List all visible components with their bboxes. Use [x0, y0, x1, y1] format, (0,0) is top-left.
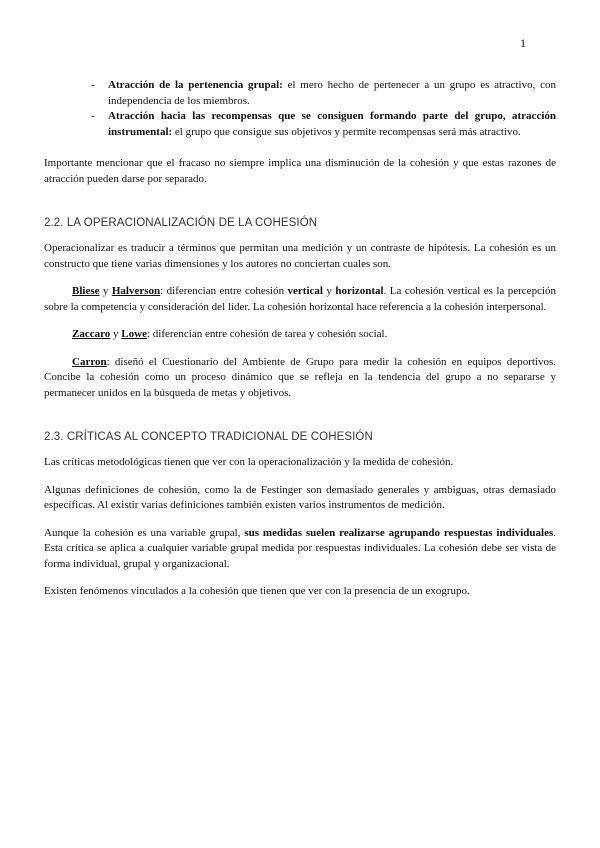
author-name: Carron — [72, 355, 107, 368]
author-name: Lowe — [121, 328, 147, 340]
carron-paragraph — [44, 355, 556, 402]
bullet-text: el mero hecho de pertenecer a un grupo es atractivo, con independencia de los miembros. — [108, 79, 556, 107]
bold-term: vertical — [287, 285, 323, 297]
note-paragraph: Importante mencionar que el fracaso no siempre implica una disminución de la cohesión y que estas razones de atracción pueden darse por separado. — [44, 157, 556, 185]
criticism-paragraph-2: Algunas definiciones de cohesión, como la de Festinger son demasiado generales y ambiguas, otras demasiado específicas. Al existir varias definiciones también existen varios instrumentos de medición. — [44, 483, 556, 511]
paragraph-text: . La cohesión vertical es la percepción sobre la competencia y consideración del líder. La cohesión horizontal hace referencia a la cohesión interpersonal. — [44, 285, 557, 313]
author-name: Halverson — [111, 285, 161, 297]
bullet-text: el grupo que consigue sus objetivos y permite recompensas será más atractivo. — [172, 125, 521, 138]
list-item — [91, 78, 556, 109]
section-heading-operationalization: 2.2. LA OPERACIONALIZACIÓN DE LA COHESIÓN — [44, 217, 318, 229]
author-name: Zaccaro — [72, 328, 111, 340]
bullet-title: Atracción de la pertenencia grupal: — [108, 79, 283, 91]
criticism-paragraph-4: Existen fenómenos vinculados a la cohesión que tienen que ver con la presencia de un exogrupo. — [44, 585, 470, 597]
paragraph-text: y — [322, 285, 336, 297]
page-content — [44, 78, 556, 600]
author-name: Bliese — [72, 285, 100, 297]
list-item — [91, 109, 556, 140]
section-heading-criticism: 2.3. CRÍTICAS AL CONCEPTO TRADICIONAL DE COHESIÓN — [44, 431, 373, 443]
page-number: 1 — [520, 36, 526, 50]
conjunction: y — [99, 285, 112, 297]
bliese-halverson-paragraph — [44, 284, 556, 315]
paragraph-text: Aunque la cohesión es una variable grupal, — [44, 526, 245, 539]
criticism-paragraph-1: Las críticas metodológicas tienen que ver con la operacionalización y la medida de cohesión. — [44, 456, 454, 468]
bold-term: horizontal — [335, 285, 384, 297]
zaccaro-lowe-paragraph — [44, 327, 556, 343]
paragraph-text: : diseñó el Cuestionario del Ambiente de Grupo para medir la cohesión en equipos deportivos. Concibe la cohesión como un proceso dinámico que se refleja en la tendencia del grupo a no separarse y permanecer unidos en la búsqueda de metas y objetivos. — [44, 355, 556, 399]
attraction-reasons-list — [44, 78, 556, 140]
list-dash: - — [91, 79, 95, 91]
criticism-paragraph-3 — [44, 526, 556, 573]
bold-phrase: sus medidas suelen realizarse agrupando respuestas individuales — [244, 526, 554, 539]
paragraph-text: . Esta crítica se aplica a cualquier variable grupal medida por respuestas individuales. La cohesión debe ser vista de forma individual, grupal y organizacional. — [44, 526, 557, 570]
operationalization-intro: Operacionalizar es traducir a términos que permitan una medición y un contraste de hipótesis. La cohesión es un constructo que tiene varias dimensiones y los autores no conciertan cuales son. — [44, 242, 556, 270]
paragraph-text: : diferencian entre cohesión de tarea y cohesión social. — [146, 328, 388, 340]
bullet-title: Atracción hacia las recompensas que se consiguen formando parte del grupo, atracción instrumental: — [108, 110, 556, 138]
list-dash: - — [91, 110, 95, 122]
paragraph-text: : diferencian entre cohesión — [160, 285, 288, 297]
conjunction: y — [110, 328, 122, 340]
